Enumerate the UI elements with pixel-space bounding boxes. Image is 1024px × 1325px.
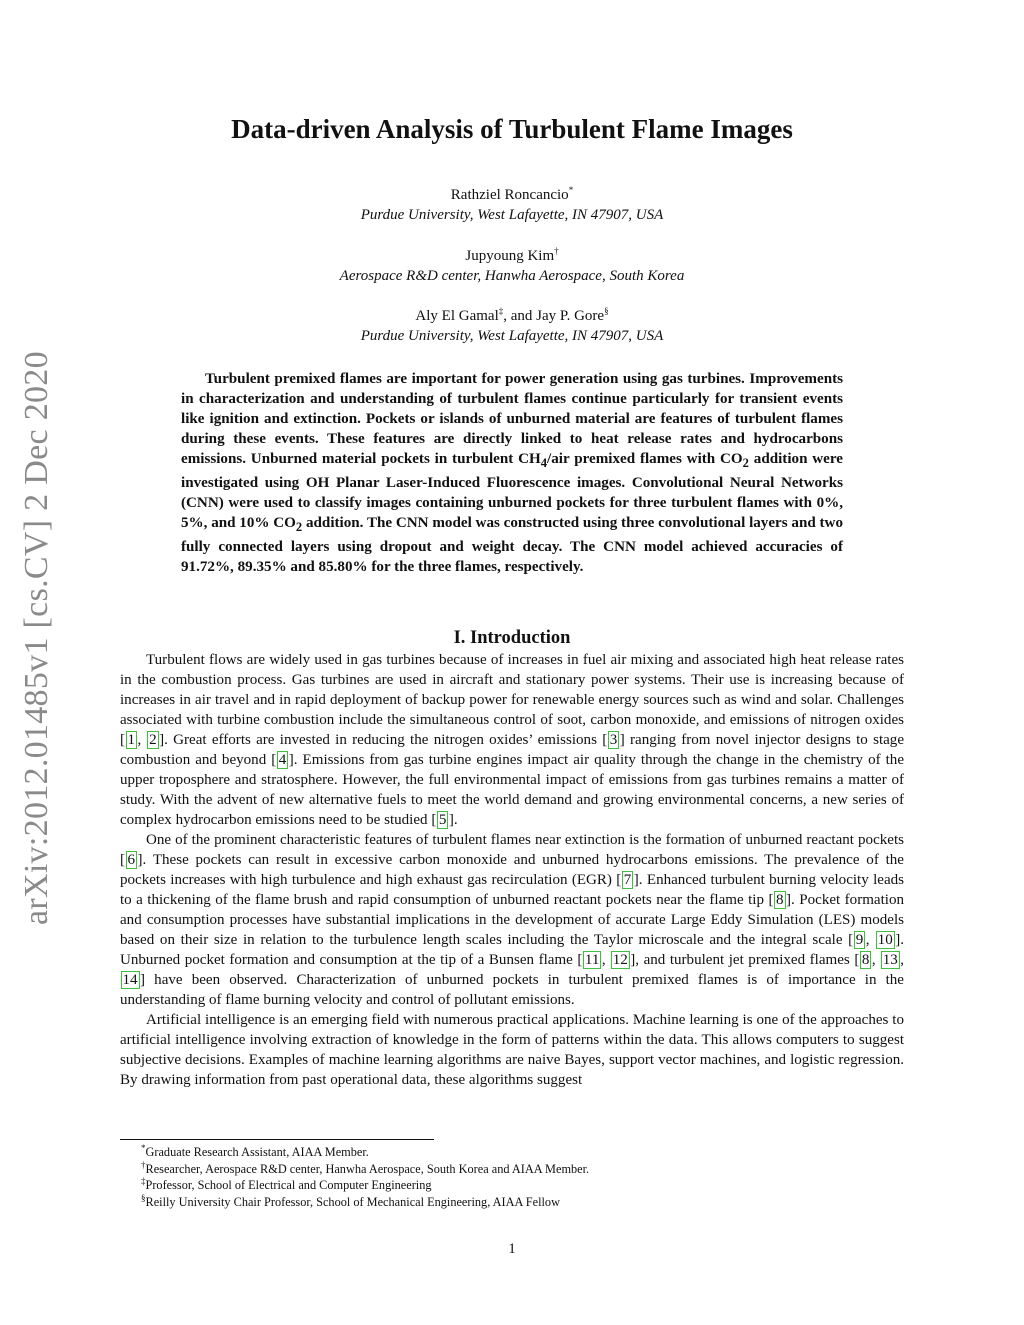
citation-link[interactable]: 7 bbox=[623, 872, 632, 888]
author-block-2 bbox=[0, 246, 1024, 286]
footnote: ‡Professor, School of Electrical and Computer Engineering bbox=[141, 1175, 432, 1192]
footnotes bbox=[141, 1144, 589, 1210]
paragraph-2: One of the prominent characteristic features of turbulent flames near extinction is the formation of unburned reactant pockets [ 6 ]. These pockets can result in excessive carbon monoxide and unburned hydrocarbons emissions. The prevalence of the pockets increases with high turbulence and high exhaust gas recirculation (EGR) [ 7 ]. Enhanced turbulent burning velocity leads to a thickening of the flame brush and rapid consumption of unburned reactant pockets near the flame tip [ 8 ]. Pocket formation and consumption processes have substantial implications in the development of accurate Large Eddy Simulation (LES) models based on their size in relation to the turbulence length scales including the Taylor microscale and the integral scale [ 9 , 10 ]. Unburned pocket formation and consumption at the tip of a Bunsen flame [ 11 , 12 ], and turbulent jet premixed flames [ 8 , 13 , 14 ] have been observed. Characterization of unburned pockets in turbulent premixed flames is of importance in the understanding of flame burning velocity and control of pollutant emissions. bbox=[120, 832, 905, 1008]
citation-link[interactable]: 12 bbox=[612, 952, 628, 968]
citation-link[interactable]: 2 bbox=[149, 732, 157, 748]
author-name: Jupyoung Kim† bbox=[465, 246, 559, 264]
footnote: §Reilly University Chair Professor, School of Mechanical Engineering, AIAA Fellow bbox=[141, 1192, 560, 1209]
citation-link[interactable]: 6 bbox=[127, 852, 136, 868]
paragraph-1: Turbulent flows are widely used in gas turbines because of increases in fuel air mixing and associated high heat release rates in the combustion process. Gas turbines are used in aircraft and stationary power systems. Their use is increasing because of increases in air travel and in rapid deployment of backup power for renewable energy sources such as wind and solar. Challenges associated with turbine combustion include the simultaneous control of soot, carbon monoxide, and emissions of nitrogen oxides [ 1 , 2 ]. Great efforts are invested in reducing the nitrogen oxides’ emissions [ 3 ] ranging from novel injector designs to stage combustion and beyond [ 4 ]. Emissions from gas turbine engines impact air quality through the change in the chemistry of the upper troposphere and stratosphere. However, the full environmental impact of emissions from gas turbines remains a matter of study. With the advent of new alternative fuels to meet the world demand and growing environmental concerns, a new series of complex hydrocarbon emissions need to be studied [ 5 ]. bbox=[120, 652, 905, 828]
author-name: Rathziel Roncancio* bbox=[450, 185, 574, 203]
author-affiliation: Aerospace R&D center, Hanwha Aerospace, South Korea bbox=[339, 268, 685, 284]
citation-link[interactable]: 8 bbox=[861, 952, 870, 968]
footnote: *Graduate Research Assistant, AIAA Member. bbox=[141, 1142, 369, 1159]
page-number: 1 bbox=[508, 1241, 516, 1257]
citation-link[interactable]: 5 bbox=[438, 812, 447, 828]
citation-link[interactable]: 10 bbox=[877, 932, 893, 948]
citation-link[interactable]: 8 bbox=[775, 892, 784, 908]
section-heading: I. Introduction bbox=[453, 628, 571, 648]
citation-link[interactable]: 3 bbox=[609, 732, 618, 748]
footnote-rule bbox=[120, 1139, 434, 1140]
citation-link[interactable]: 4 bbox=[278, 752, 287, 768]
arxiv-stamp: arXiv:2012.01485v1 [cs.CV] 2 Dec 2020 bbox=[18, 351, 55, 925]
citation-link[interactable]: 13 bbox=[882, 952, 898, 968]
author-affiliation: Purdue University, West Lafayette, IN 47907, USA bbox=[360, 207, 664, 223]
paper-title: Data-driven Analysis of Turbulent Flame Images bbox=[231, 114, 793, 144]
abstract: Turbulent premixed flames are important for power generation using gas turbines. Improvements in characterization and understanding of turbulent flames continue particularly for transient events like ignition and extinction. Pockets or islands of unburned material are features of turbulent flames during these events. These features are directly linked to heat release rates and hydrocarbons emissions. Unburned material pockets in turbulent $CH_4$/air premixed flames with $CO_2$ addition were investigated using OH Planar Laser-Induced Fluorescence images. Convolutional Neural Networks (CNN) were used to classify images containing unburned pockets for three turbulent flames with 0%, 5%, and 10% $CO_2$ addition. The CNN model was constructed using three convolutional layers and two fully connected layers using dropout and weight decay. The CNN model achieved accuracies of 91.72%, 89.35% and 85.80% for the three flames, respectively. bbox=[181, 371, 843, 576]
author-affiliation: Purdue University, West Lafayette, IN 47907, USA bbox=[360, 328, 664, 344]
author-block-3 bbox=[0, 306, 1024, 346]
citation-link[interactable]: 11 bbox=[584, 952, 600, 968]
citation-link[interactable]: 9 bbox=[855, 932, 864, 948]
citation-link[interactable]: 14 bbox=[122, 972, 138, 988]
author-name: Aly El Gamal‡, and Jay P. Gore§ bbox=[415, 306, 609, 324]
footnote: †Researcher, Aerospace R&D center, Hanwha Aerospace, South Korea and AIAA Member. bbox=[141, 1159, 590, 1176]
citation-link[interactable]: 1 bbox=[127, 732, 136, 748]
author-block-1 bbox=[0, 185, 1024, 225]
paragraph-3: Artificial intelligence is an emerging field with numerous practical applications. Machine learning is one of the approaches to artificial intelligence involving extraction of knowledge in the form of patterns within the data. This allows computers to suggest subjective decisions. Examples of machine learning algorithms are naive Bayes, support vector machines, and logistic regression. By drawing information from past operational data, these algorithms suggest bbox=[120, 1012, 904, 1088]
body-text bbox=[120, 650, 904, 1090]
